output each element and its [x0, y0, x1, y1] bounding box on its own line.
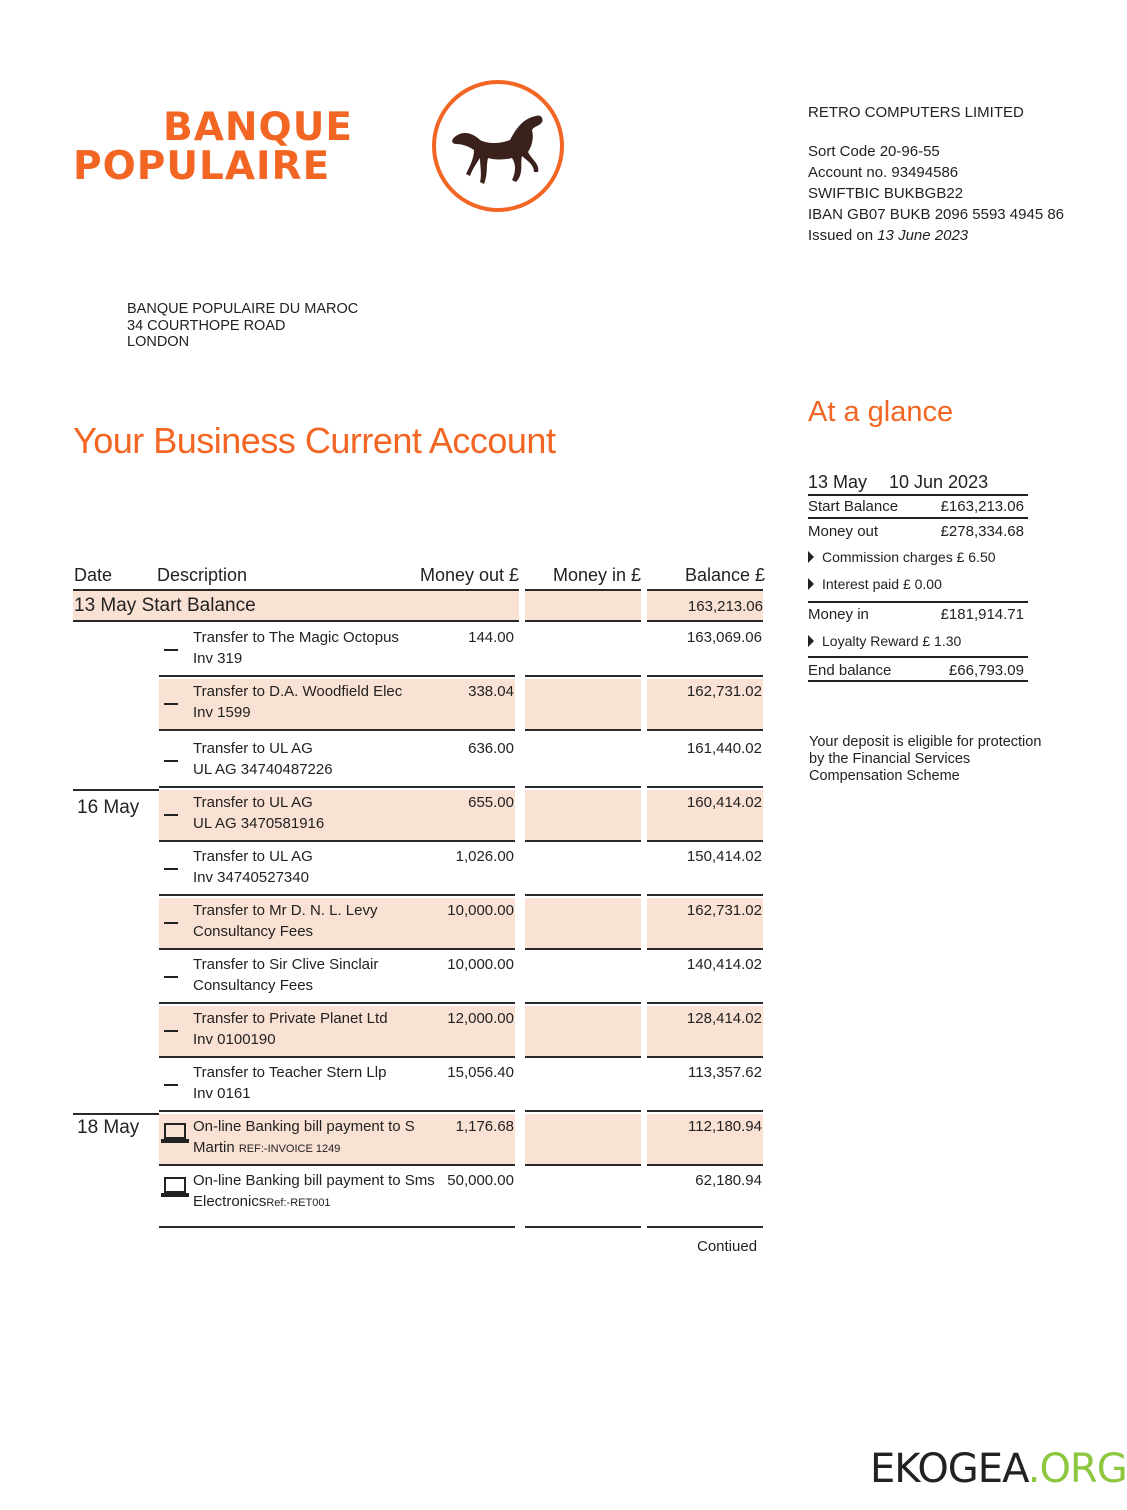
iban: IBAN GB07 BUKB 2096 5593 4945 86 — [808, 206, 1065, 223]
table-rule — [159, 1056, 515, 1058]
laptop-icon — [160, 1122, 190, 1146]
transaction-description — [193, 1062, 386, 1104]
dash-icon — [164, 1030, 178, 1032]
glance-end-balance — [808, 662, 1028, 679]
table-rule — [159, 894, 515, 896]
description-line2-text: UL AG 3470581916 — [193, 815, 325, 832]
table-rule — [73, 589, 519, 591]
table-rule — [647, 729, 763, 731]
table-rule — [525, 620, 641, 622]
description-line2 — [193, 813, 324, 834]
glance-loyalty — [808, 633, 1028, 649]
table-rule — [647, 589, 763, 591]
dash-icon — [164, 868, 178, 870]
description-line2 — [193, 1191, 435, 1214]
description-line2 — [193, 921, 378, 942]
money-out-value: 1,176.68 — [455, 1118, 514, 1135]
laptop-icon — [160, 1176, 190, 1200]
money-out-value: 10,000.00 — [447, 902, 514, 919]
table-rule — [159, 1110, 515, 1112]
money-out-value: 10,000.00 — [447, 956, 514, 973]
table-rule — [525, 1002, 641, 1004]
balance-value: 162,731.02 — [686, 902, 762, 919]
table-rule — [159, 1164, 515, 1166]
start-balance-value: £163,213.06 — [940, 498, 1024, 515]
money-out-value: 144.00 — [468, 629, 514, 646]
bank-name-line2: POPULAIRE — [73, 144, 331, 189]
table-rule — [525, 1226, 641, 1228]
transaction-description — [193, 1170, 435, 1214]
triangle-right-icon — [808, 578, 814, 590]
transaction-description — [193, 1008, 388, 1050]
dash-icon — [164, 760, 178, 762]
row-shade — [525, 1114, 641, 1164]
account-holder: RETRO COMPUTERS LIMITED — [808, 104, 1024, 121]
triangle-right-icon — [808, 635, 814, 647]
table-rule — [525, 1056, 641, 1058]
row-shade — [525, 1006, 641, 1056]
row-shade — [525, 898, 641, 948]
dash-icon — [164, 814, 178, 816]
glance-divider — [808, 494, 1028, 496]
page-title: Your Business Current Account — [73, 420, 556, 461]
table-rule — [647, 675, 763, 677]
description-line2 — [193, 1083, 386, 1104]
glance-interest — [808, 576, 1028, 592]
balance-value: 162,731.02 — [686, 683, 762, 700]
dash-icon — [164, 649, 178, 651]
protection-note-line1: Your deposit is eligible for protection — [809, 734, 1042, 750]
continued-note: Contiued — [697, 1238, 758, 1255]
protection-note — [809, 734, 1041, 785]
description-line1: Transfer to Sir Clive Sinclair — [193, 956, 379, 973]
glance-divider — [808, 656, 1028, 658]
table-rule — [159, 786, 515, 788]
table-rule — [525, 786, 641, 788]
transaction-description — [193, 792, 324, 834]
description-line1: Transfer to Private Planet Ltd — [193, 1010, 388, 1027]
description-line1: Transfer to D.A. Woodfield Elec — [193, 683, 403, 700]
table-rule — [647, 1226, 763, 1228]
date-label: 16 May — [77, 797, 140, 818]
issued-on — [808, 227, 968, 244]
money-out-value: 1,026.00 — [455, 848, 514, 865]
balance-value: 128,414.02 — [686, 1010, 762, 1027]
protection-note-line2: by the Financial Services — [809, 751, 971, 767]
table-rule — [525, 948, 641, 950]
date-label: 18 May — [77, 1117, 140, 1138]
glance-money-in — [808, 606, 1028, 623]
money-in-label: Money in — [808, 606, 869, 623]
end-balance-label: End balance — [808, 662, 892, 679]
start-balance-shade — [525, 591, 641, 621]
table-rule — [525, 589, 641, 591]
transaction-description — [193, 900, 378, 942]
description-line2 — [193, 867, 313, 888]
description-line2-text: Inv 0100190 — [193, 1031, 276, 1048]
table-rule — [525, 1164, 641, 1166]
table-rule — [159, 840, 515, 842]
description-line2 — [193, 648, 399, 669]
description-line2-text: Inv 1599 — [193, 704, 251, 721]
description-line2-text: Inv 319 — [193, 650, 243, 667]
transaction-description — [193, 627, 399, 669]
start-balance-label: 13 May Start Balance — [74, 595, 256, 616]
description-line2-text: Consultancy Fees — [193, 923, 314, 940]
money-in-value: £181,914.71 — [940, 606, 1024, 623]
glance-divider — [808, 517, 1028, 519]
table-rule — [73, 620, 519, 622]
table-rule — [73, 1113, 159, 1115]
dash-icon — [164, 976, 178, 978]
glance-title: At a glance — [808, 396, 954, 428]
header-balance: Balance £ — [685, 565, 766, 585]
row-shade — [525, 679, 641, 729]
protection-note-line3: Compensation Scheme — [809, 768, 960, 784]
table-rule — [159, 675, 515, 677]
sort-code: Sort Code 20-96-55 — [808, 143, 940, 160]
description-line1: Transfer to UL AG — [193, 848, 313, 865]
description-line1: Transfer to Mr D. N. L. Levy — [193, 902, 378, 919]
end-balance-value: £66,793.09 — [948, 662, 1024, 679]
transaction-description — [193, 846, 313, 888]
table-rule — [647, 786, 763, 788]
glance-start-balance — [808, 498, 1028, 515]
glance-commission — [808, 549, 1028, 565]
horse-icon — [432, 80, 564, 212]
description-line1: Transfer to UL AG — [193, 740, 313, 757]
start-balance-label: Start Balance — [808, 498, 899, 515]
money-out-value: 50,000.00 — [447, 1172, 514, 1189]
description-line2-text: Electronics — [193, 1193, 267, 1210]
watermark-part1: EKOGEA — [870, 1446, 1028, 1492]
description-line2-text: UL AG 34740487226 — [193, 761, 333, 778]
balance-value: 112,180.94 — [688, 1118, 762, 1135]
money-out-value: 12,000.00 — [447, 1010, 514, 1027]
balance-value: 140,414.02 — [686, 956, 762, 973]
description-line1: Transfer to UL AG — [193, 794, 313, 811]
row-shade — [525, 790, 641, 840]
balance-value: 163,069.06 — [686, 629, 762, 646]
description-line2 — [193, 702, 402, 723]
description-line2-text: Consultancy Fees — [193, 977, 314, 994]
money-out-value: 655.00 — [468, 794, 514, 811]
description-line1: On-line Banking bill payment to S — [193, 1118, 415, 1135]
table-rule — [525, 894, 641, 896]
address-line2: 34 COURTHOPE ROAD — [127, 318, 286, 334]
watermark — [870, 1446, 1127, 1492]
interest-text: Interest paid £ 0.00 — [822, 576, 942, 592]
table-rule — [159, 1002, 515, 1004]
table-rule — [159, 729, 515, 731]
swift-code: SWIFTBIC BUKBGB22 — [808, 185, 964, 202]
balance-value: 113,357.62 — [688, 1064, 762, 1081]
balance-value: 161,440.02 — [686, 740, 762, 757]
transaction-description — [193, 954, 378, 996]
money-out-value: 15,056.40 — [447, 1064, 514, 1081]
commission-text: Commission charges £ 6.50 — [822, 549, 996, 565]
dash-icon — [164, 703, 178, 705]
account-number: Account no. 93494586 — [808, 164, 959, 181]
balance-value: 62,180.94 — [695, 1172, 762, 1189]
glance-money-out — [808, 523, 1028, 540]
transaction-description — [193, 738, 333, 780]
triangle-right-icon — [808, 551, 814, 563]
glance-period — [808, 472, 1028, 493]
description-line1: On-line Banking bill payment to Sms — [193, 1172, 435, 1189]
payment-reference: Ref:-RET001 — [266, 1197, 331, 1209]
table-rule — [159, 948, 515, 950]
description-line1: Transfer to The Magic Octopus — [193, 629, 399, 646]
issued-date: 13 June 2023 — [877, 227, 969, 244]
dash-icon — [164, 922, 178, 924]
table-rule — [525, 729, 641, 731]
description-line1: Transfer to Teacher Stern Llp — [193, 1064, 387, 1081]
description-line2-text: Inv 0161 — [193, 1085, 251, 1102]
table-rule — [525, 1110, 641, 1112]
table-rule — [647, 894, 763, 896]
transaction-description — [193, 681, 402, 723]
money-out-value: 636.00 — [468, 740, 514, 757]
money-out-label: Money out — [808, 523, 879, 540]
dash-icon — [164, 1084, 178, 1086]
description-line2 — [193, 759, 333, 780]
table-rule — [647, 1110, 763, 1112]
header-date: Date — [74, 565, 113, 585]
table-rule — [159, 1226, 515, 1228]
balance-value: 150,414.02 — [686, 848, 762, 865]
table-rule — [647, 948, 763, 950]
table-rule — [525, 840, 641, 842]
description-line2 — [193, 975, 378, 996]
table-rule — [73, 789, 159, 791]
address-line3: LONDON — [127, 334, 190, 350]
money-out-value: 338.04 — [468, 683, 514, 700]
description-line2-text: Martin — [193, 1139, 239, 1156]
description-line2 — [193, 1137, 415, 1160]
loyalty-text: Loyalty Reward £ 1.30 — [822, 633, 962, 649]
glance-divider — [808, 601, 1028, 603]
payment-reference: REF:-INVOICE 1249 — [238, 1143, 341, 1155]
watermark-part2: .ORG — [1027, 1446, 1127, 1492]
header-money-in: Money in £ — [553, 565, 642, 585]
header-description: Description — [157, 565, 248, 585]
description-line2 — [193, 1029, 388, 1050]
balance-value: 160,414.02 — [686, 794, 762, 811]
table-rule — [525, 675, 641, 677]
table-rule — [647, 1056, 763, 1058]
glance-period-end: 10 Jun 2023 — [889, 472, 989, 492]
description-line2-text: Inv 34740527340 — [193, 869, 309, 886]
header-money-out: Money out £ — [420, 565, 520, 585]
table-rule — [647, 840, 763, 842]
table-rule — [647, 1002, 763, 1004]
glance-period-start: 13 May — [808, 472, 868, 492]
bank-name-line1: BANQUE — [163, 105, 354, 150]
transaction-description — [193, 1116, 415, 1160]
issued-label: Issued on — [808, 227, 878, 244]
money-out-value: £278,334.68 — [940, 523, 1024, 540]
glance-divider — [808, 680, 1028, 682]
address-line1: BANQUE POPULAIRE DU MAROC — [127, 301, 359, 317]
table-rule — [647, 1164, 763, 1166]
start-balance-value: 163,213.06 — [687, 598, 763, 615]
table-rule — [647, 620, 763, 622]
